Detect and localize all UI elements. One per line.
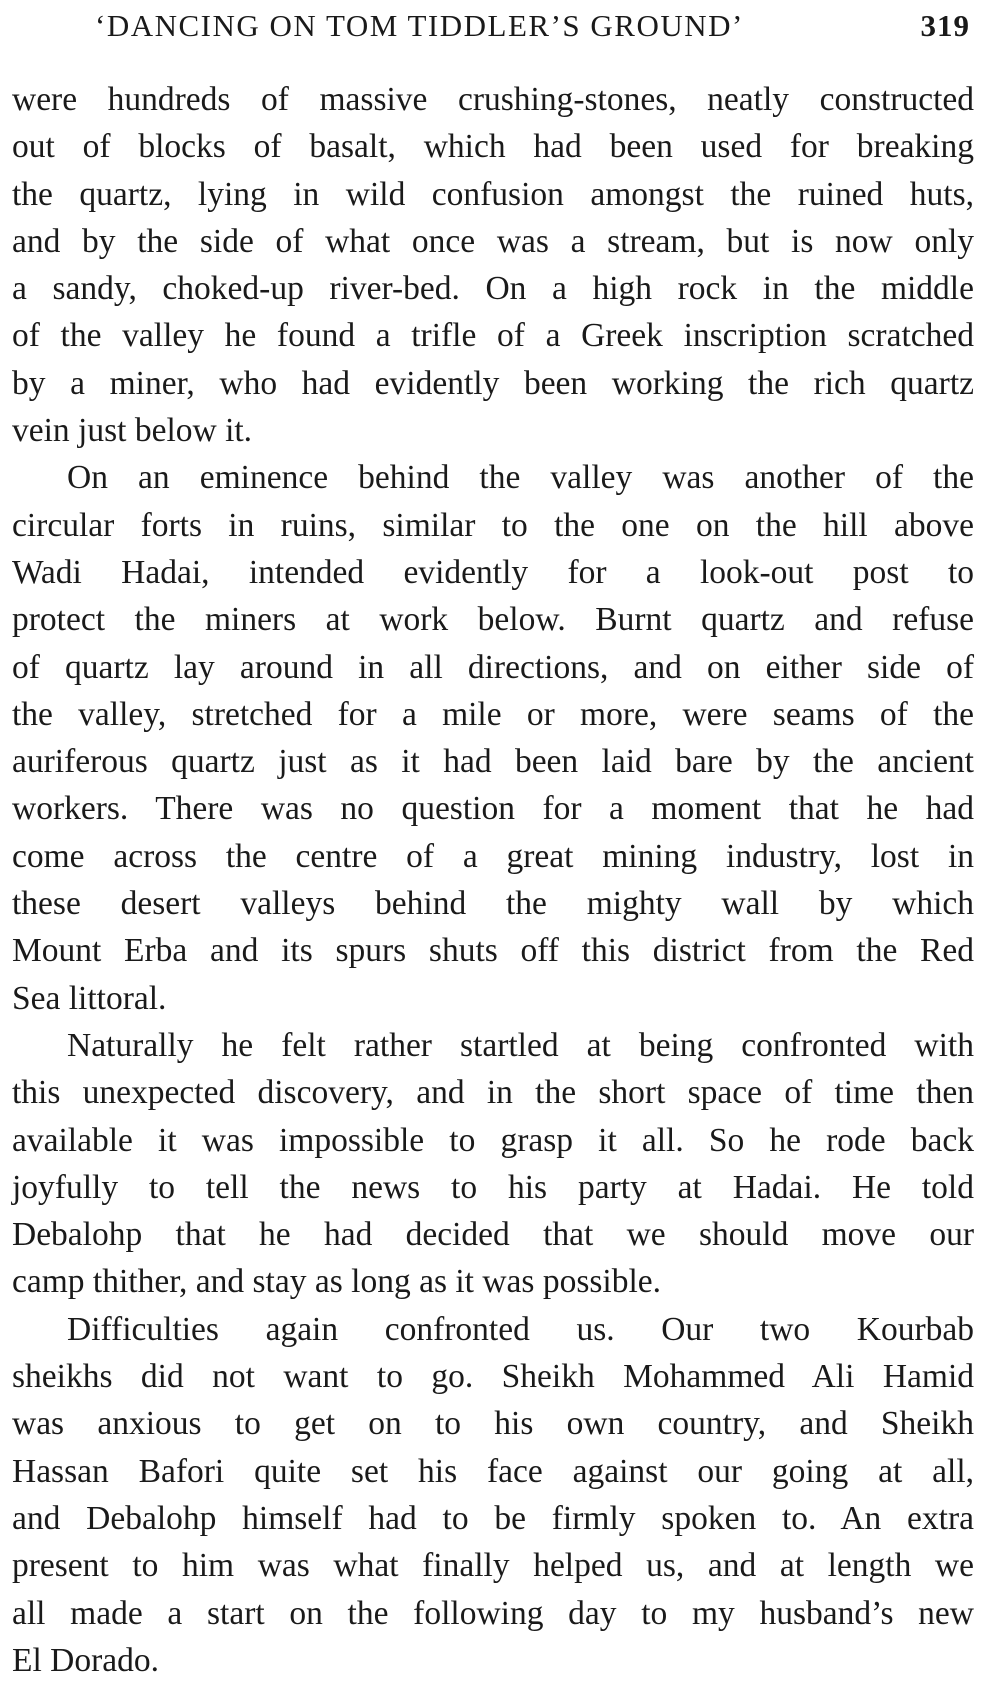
text-line: protect the miners at work below. Burnt quartz and refuse (12, 601, 974, 639)
text-line: auriferous quartz just as it had been laid bare by the ancient (12, 743, 974, 781)
text-line: come across the centre of a great mining industry, lost in (12, 837, 974, 875)
text-line: out of blocks of basalt, which had been used for breaking (12, 128, 974, 166)
paragraph (12, 76, 974, 454)
running-title: ‘DANCING ON TOM TIDDLER’S GROUND’ (95, 8, 744, 43)
text-line: by a miner, who had evidently been working the rich quartz (12, 364, 974, 402)
page-number: 319 (920, 8, 970, 43)
paragraph (12, 1306, 974, 1684)
text-line: Sea littoral. (12, 979, 167, 1017)
text-line: was anxious to get on to his own country, and Sheikh (12, 1405, 974, 1443)
text-line: vein just below it. (12, 412, 253, 450)
text-line: all made a start on the following day to my husband’s new (12, 1594, 974, 1632)
text-line: El Dorado. (12, 1641, 159, 1679)
text-line: and by the side of what once was a stream, but is now only (12, 222, 974, 260)
text-line: available it was impossible to grasp it all. So he rode back (12, 1121, 974, 1159)
text-line: were hundreds of massive crushing-stones, neatly constructed (12, 81, 974, 118)
text-line: and Debalohp himself had to be firmly spoken to. An extra (12, 1499, 974, 1537)
text-line: the valley, stretched for a mile or more, were seams of the (12, 695, 974, 733)
paragraph (12, 1022, 974, 1306)
text-line: camp thither, and stay as long as it was possible. (12, 1263, 661, 1301)
body-text (12, 76, 974, 1684)
text-line: Difficulties again confronted us. Our two Kourbab (67, 1310, 974, 1348)
text-line: the quartz, lying in wild confusion amongst the ruined huts, (12, 175, 974, 213)
text-line: sheikhs did not want to go. Sheikh Mohammed Ali Hamid (12, 1358, 974, 1396)
text-line: of the valley he found a trifle of a Greek inscription scratched (12, 317, 974, 355)
text-line: a sandy, choked-up river-bed. On a high rock in the middle (12, 270, 974, 308)
text-line: Naturally he felt rather startled at being confronted with (67, 1026, 974, 1064)
text-line: Wadi Hadai, intended evidently for a look-out post to (12, 553, 974, 591)
text-line: this unexpected discovery, and in the short space of time then (12, 1074, 974, 1112)
text-line: workers. There was no question for a moment that he had (12, 790, 974, 828)
text-line: Debalohp that he had decided that we should move our (12, 1216, 974, 1254)
text-line: present to him was what finally helped us, and at length we (12, 1547, 974, 1585)
text-line: joyfully to tell the news to his party at Hadai. He told (12, 1168, 974, 1206)
text-line: Hassan Bafori quite set his face against our going at all, (12, 1452, 974, 1490)
paragraph (12, 454, 974, 1022)
text-line: Mount Erba and its spurs shuts off this district from the Red (12, 932, 974, 970)
running-head (0, 8, 970, 48)
text-line: On an eminence behind the valley was another of the (67, 459, 974, 497)
text-line: of quartz lay around in all directions, and on either side of (12, 648, 974, 686)
text-line: circular forts in ruins, similar to the one on the hill above (12, 506, 974, 544)
text-line: these desert valleys behind the mighty wall by which (12, 885, 974, 923)
